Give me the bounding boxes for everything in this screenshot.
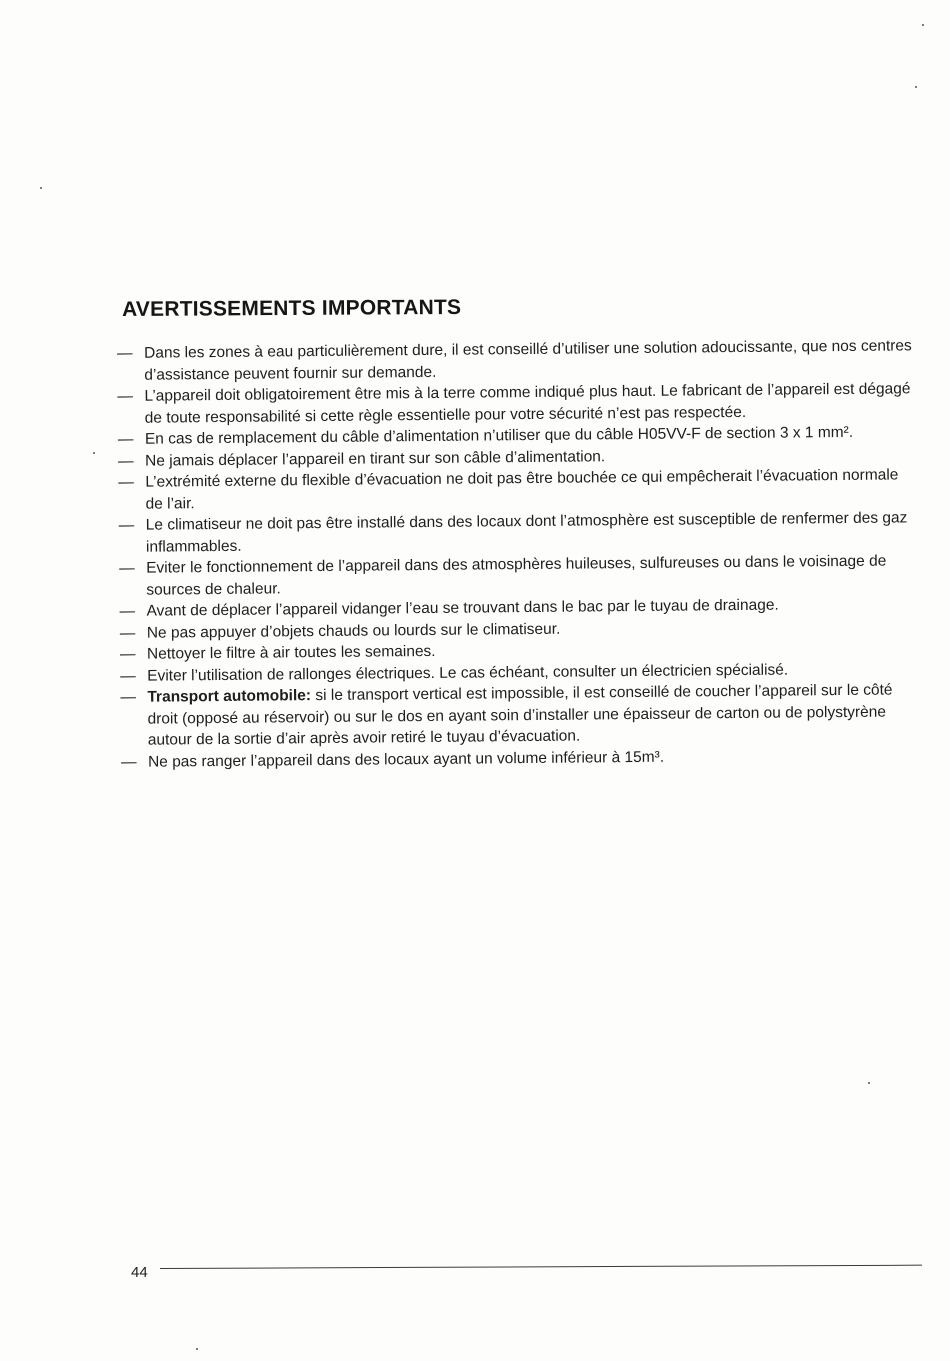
scan-speck [93,452,95,454]
warning-item [112,378,912,429]
warning-text: Eviter l’utilisation de rallonges électriques. Le cas échéant, consulter un électricien spécialisé. [147,661,789,685]
bullet-dash: — [118,473,134,491]
warning-text: Nettoyer le filtre à air toutes les semaines. [146,642,436,663]
warning-text: L’extrémité externe du flexible d’évacuation ne doit pas être bouchée ce qui empêcherait l’évacuation normale de l’air. [145,466,899,513]
warning-text: Dans les zones à eau particulièrement dure, il est conseillé d’utiliser une solution adoucissante, que nos centres d’assistance peuvent fournir sur demande. [144,337,912,384]
bullet-dash: — [120,688,136,706]
scan-speck [196,1348,198,1350]
warnings-list [112,335,916,773]
bullet-dash: — [117,344,133,362]
bullet-dash: — [120,753,137,771]
warning-item [112,335,912,386]
scan-speck [40,187,42,189]
bullet-dash: — [118,516,135,534]
scan-speck [868,1082,870,1084]
warning-text: En cas de remplacement du câble d’alimentation n’utiliser que du câble H05VV-F de section 3 x 1 mm². [144,423,854,448]
bullet-dash: — [119,559,135,577]
footer-rule [160,1265,922,1269]
warning-body: si le transport vertical est impossible, il est conseillé de coucher l’appareil sur le côté droit (opposé au réservoir) ou sur le dos en ayant soin d’installer une épaisseur de carton ou de polystyrène autour de la sortie d’air après avoir retiré le tuyau d’évacuation. [147,681,893,749]
bullet-dash: — [118,452,134,470]
section-title: AVERTISSEMENTS IMPORTANTS [122,295,462,321]
warning-item [113,464,913,515]
bullet-dash: — [119,602,136,620]
warning-text: Ne pas ranger l’appareil dans des locaux ayant un volume inférieur à 15m³. [147,748,665,771]
warning-item [114,507,914,558]
warning-text: Avant de déplacer l’appareil vidanger l’eau se trouvant dans le bac par le tuyau de drainage. [146,596,779,620]
warning-text [147,679,916,751]
warning-text: L’appareil doit obligatoirement être mis à la terre comme indiqué plus haut. Le fabricant de l’appareil est dégagé de toute responsabilité si cette règle essentielle pour votre sécurité n’est pas respectée. [144,380,911,427]
bullet-dash: — [119,645,136,663]
warning-text: Le climatiseur ne doit pas être installé dans des locaux dont l’atmosphère est susceptible de renfermer des gaz inflammables. [145,509,908,556]
warning-text: Eviter le fonctionnement de l’appareil dans des atmosphères huileuses, sulfureuses ou dans le voisinage de sources de chaleur. [146,552,887,599]
warning-item [115,679,916,751]
page-number: 44 [131,1264,148,1281]
scan-speck [915,86,917,88]
warning-text: Ne pas appuyer d’objets chauds ou lourds sur le climatiseur. [146,620,561,642]
bullet-dash: — [117,387,134,405]
warning-item [114,550,914,601]
bullet-dash: — [120,667,136,685]
bullet-dash: — [119,624,136,642]
warning-lead: Transport automobile: [147,687,312,706]
warning-text: Ne jamais déplacer l’appareil en tirant sur son câble d’alimentation. [145,447,606,470]
bullet-dash: — [117,430,134,448]
scan-speck [922,24,924,26]
